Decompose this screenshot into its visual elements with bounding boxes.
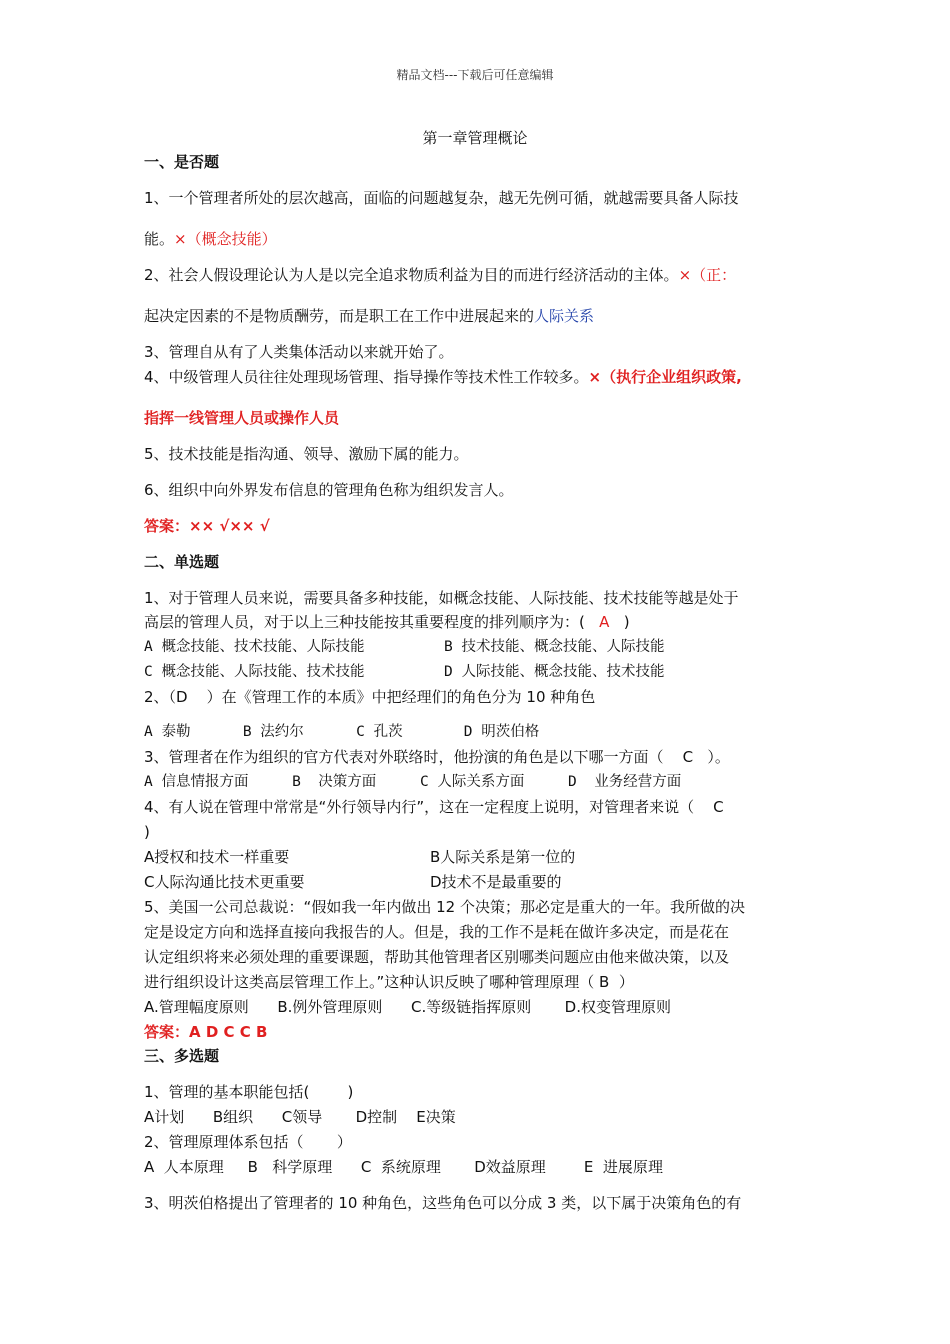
sc-q2-options: A 泰勒 B 法约尔 C 孔茨 D 明茨伯格 bbox=[144, 724, 540, 740]
sc-question-3: 3、管理者在作为组织的官方代表对外联络时，他扮演的角色是以下哪一方面（ C ）。 bbox=[144, 748, 730, 766]
sc-question-5: 5、美国一公司总裁说：“假如我一年内做出 12 个决策；那必定是重大的一年。我所做的决 bbox=[144, 898, 745, 916]
sc-question-1-cont: 高层的管理人员，对于以上三种技能按其重要程度的排列顺序为：( A ) bbox=[144, 613, 630, 631]
chapter-title: 第一章管理概论 bbox=[422, 129, 528, 147]
mc-q2-options: A 人本原理 B 科学原理 C 系统原理 D效益原理 E 进展原理 bbox=[144, 1158, 663, 1176]
sc-question-2: 2、（D ）在《管理工作的本质》中把经理们的角色分为 10 种角色 bbox=[144, 688, 596, 706]
tf-question-2: 2、社会人假设理论认为人是以完全追求物质利益为目的而进行经济活动的主体。×（正： bbox=[144, 266, 737, 284]
tf-question-6: 6、组织中向外界发布信息的管理角色称为组织发言人。 bbox=[144, 481, 514, 499]
tf-question-4: 4、中级管理人员往往处理现场管理、指导操作等技术性工作较多。×（执行企业组织政策, bbox=[144, 368, 742, 386]
interpersonal-link[interactable]: 人际关系 bbox=[534, 307, 595, 325]
mc-q1-options: A计划 B组织 C领导 D控制 E决策 bbox=[144, 1108, 456, 1126]
tf-answer-2: ×（正： bbox=[678, 266, 737, 284]
tf-question-3: 3、管理自从有了人类集体活动以来就开始了。 bbox=[144, 343, 454, 361]
sc-q4-option-b: B人际关系是第一位的 bbox=[430, 848, 576, 866]
sc-q1-option-d: D 人际技能、概念技能、技术技能 bbox=[444, 664, 665, 680]
mc-question-2: 2、管理原理体系包括（ ） bbox=[144, 1133, 352, 1151]
tf-answer-4-cont: 指挥一线管理人员或操作人员 bbox=[144, 409, 340, 427]
section-heading-true-false: 一、是否题 bbox=[144, 153, 220, 171]
sc-q3-options: A 信息情报方面 B 决策方面 C 人际关系方面 D 业务经营方面 bbox=[144, 774, 682, 790]
sc-question-5-line4: 进行组织设计这类高层管理工作上。”这种认识反映了哪种管理原理（ B ） bbox=[144, 973, 634, 991]
sc-q5-options: A.管理幅度原则 B.例外管理原则 C.等级链指挥原则 D.权变管理原则 bbox=[144, 998, 671, 1016]
sc-q4-option-a: A授权和技术一样重要 bbox=[144, 848, 290, 866]
sc-answer-1: A bbox=[599, 613, 610, 631]
section-heading-multiple-choice: 三、多选题 bbox=[144, 1047, 220, 1065]
mc-question-1: 1、管理的基本职能包括( ) bbox=[144, 1083, 354, 1101]
sc-q1-option-b: B 技术技能、概念技能、人际技能 bbox=[444, 639, 665, 655]
sc-q4-option-c: C人际沟通比技术更重要 bbox=[144, 873, 305, 891]
sc-question-4-cont: ) bbox=[144, 823, 150, 841]
section-heading-single-choice: 二、单选题 bbox=[144, 553, 220, 571]
sc-answer-key: 答案：A D C C B bbox=[144, 1023, 268, 1041]
tf-question-1: 1、一个管理者所处的层次越高，面临的问题越复杂，越无先例可循，就越需要具备人际技 bbox=[144, 189, 739, 207]
tf-question-5: 5、技术技能是指沟通、领导、激励下属的能力。 bbox=[144, 445, 469, 463]
tf-question-1-cont: 能。×（概念技能） bbox=[144, 230, 277, 248]
sc-question-5-line2: 定是设定方向和选择直接向我报告的人。但是，我的工作不是耗在做许多决定，而是花在 bbox=[144, 923, 730, 941]
sc-question-5-line3: 认定组织将来必须处理的重要课题，帮助其他管理者区别哪类问题应由他来做决策，以及 bbox=[144, 948, 730, 966]
sc-question-1: 1、对于管理人员来说，需要具备多种技能，如概念技能、人际技能、技术技能等越是处于 bbox=[144, 589, 739, 607]
tf-question-2-cont: 起决定因素的不是物质酬劳，而是职工在工作中进展起来的人际关系 bbox=[144, 307, 595, 325]
sc-q1-option-c: C 概念技能、人际技能、技术技能 bbox=[144, 664, 365, 680]
tf-answer-key: 答案：×× √×× √ bbox=[144, 517, 270, 535]
mc-question-3: 3、明茨伯格提出了管理者的 10 种角色，这些角色可以分成 3 类，以下属于决策角色的有 bbox=[144, 1194, 742, 1212]
tf-answer-4: ×（执行企业组织政策, bbox=[588, 368, 742, 386]
sc-q1-option-a: A 概念技能、技术技能、人际技能 bbox=[144, 639, 365, 655]
tf-answer-1: ×（概念技能） bbox=[174, 230, 277, 248]
sc-question-4: 4、有人说在管理中常常是“外行领导内行”，这在一定程度上说明，对管理者来说（ C bbox=[144, 798, 724, 816]
page-header: 精品文档---下载后可任意编辑 bbox=[396, 68, 554, 82]
sc-q4-option-d: D技术不是最重要的 bbox=[430, 873, 562, 891]
